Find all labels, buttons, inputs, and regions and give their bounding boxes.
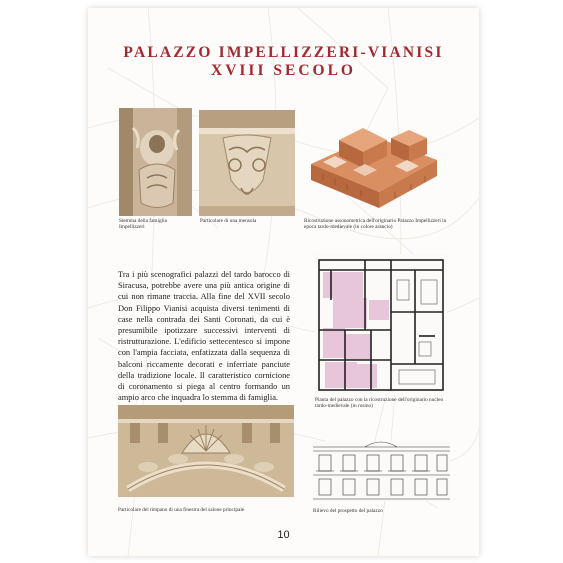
ricostruzione-caption: Ricostruzione assonometrica dell'originario Palazzo Impellizzeri in epoca tardo-medievale (in colore arancio) bbox=[304, 218, 447, 231]
axonometric-illustration bbox=[303, 112, 445, 214]
floor-plan-drawing bbox=[315, 254, 447, 394]
body-paragraph: Tra i più scenografici palazzi del tardo barocco di Siracusa, potrebbe avere una più antica origine di cui non rimane traccia. Alla fine del XVII secolo Don Filippo Vianisi acquista diversi tenimenti di case nella contrada dei Santi Coronati, da cui è presumibile ipotizzare successivi interventi di ristrutturazione. L'edificio settecentesco si impone con l'ampia facciata, enfatizzata dalla sequenza di balconi riccamente decorati e inferriate panciute della tradizione locale. Il caratteristico cornicione di coronamento si piega al centro formando un ampio arco che inquadra lo stemma di famiglia. bbox=[118, 270, 290, 403]
prospetto-drawing bbox=[313, 441, 450, 501]
mensola-caption: Particolare di una mensola bbox=[200, 218, 257, 224]
stemma-caption: Stemma della famiglia Impellizzeri bbox=[119, 218, 167, 231]
mensola-photo bbox=[199, 110, 295, 216]
document-page bbox=[88, 8, 479, 556]
prospetto-caption: Rilievo del prospetto del palazzo bbox=[313, 508, 383, 514]
pianta-caption: Pianta del palazzo con la ricostruzione dell'originario nucleo tardo-medievale (in rosino) bbox=[315, 397, 444, 410]
timpano-photo bbox=[118, 405, 294, 497]
stemma-photo bbox=[119, 108, 192, 216]
page-subtitle: XVIII SECOLO bbox=[211, 62, 356, 79]
page-title: PALAZZO IMPELLIZZERI-VIANISI bbox=[123, 44, 444, 61]
timpano-caption: Particolare del timpano di una finestra del salone principale bbox=[118, 507, 245, 513]
page-number: 10 bbox=[277, 529, 290, 541]
